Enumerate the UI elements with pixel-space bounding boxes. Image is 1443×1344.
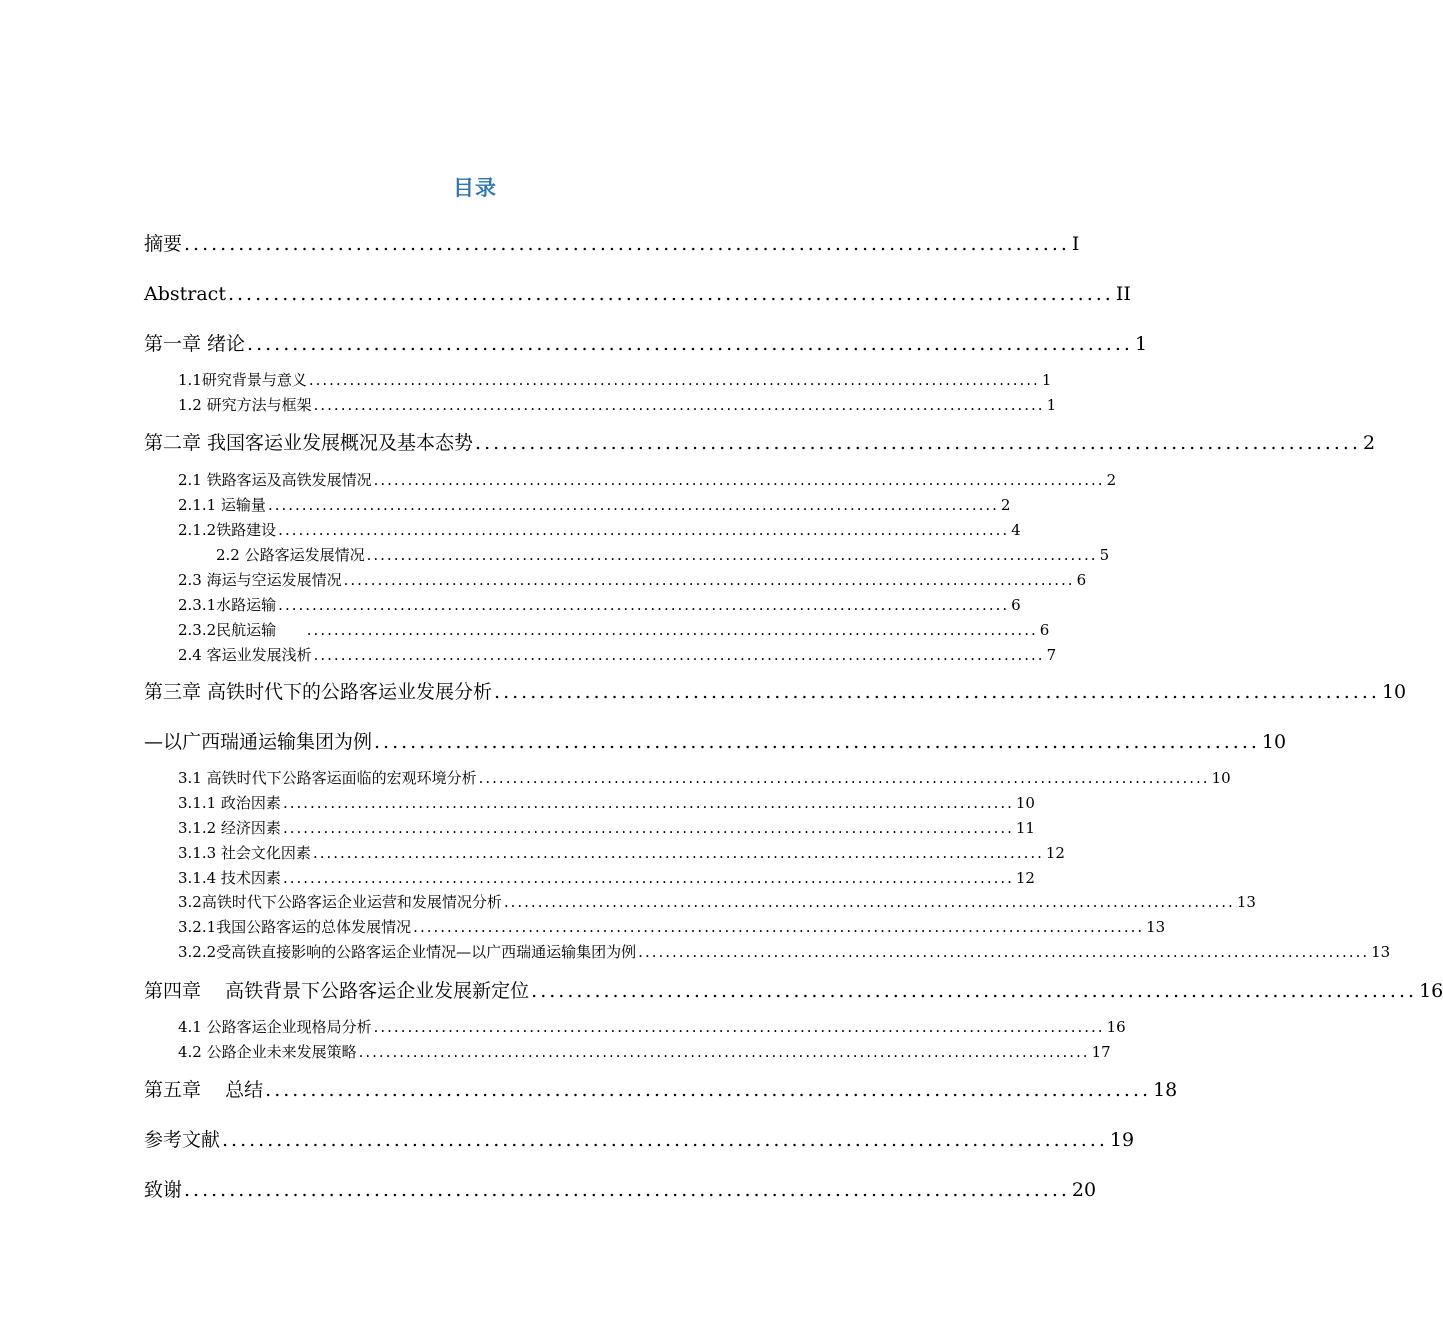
toc-entry-label: 第四章 高铁背景下公路客运企业发展新定位: [144, 980, 530, 1002]
toc-page-number: 6: [1011, 596, 1021, 614]
toc-page-number: 16: [1106, 1018, 1126, 1036]
toc-entry-chapter-3-subtitle[interactable]: [144, 728, 1287, 756]
leader-dots: ............................................................................................................: [308, 371, 1040, 389]
toc-page-number: 2: [1362, 432, 1376, 454]
toc-entry-chapter-1[interactable]: [144, 330, 1148, 358]
leader-dots: ............................................................................................................: [343, 571, 1075, 589]
toc-entry-label: 3.1.1 政治因素: [178, 794, 281, 812]
toc-entry-label: 4.2 公路企业未来发展策略: [178, 1043, 357, 1061]
toc-page-number: 13: [1146, 918, 1166, 936]
toc-entry-label: 第二章 我国客运业发展概况及基本态势: [144, 432, 474, 454]
toc-entry-3-1-2[interactable]: [178, 817, 1035, 839]
toc-page-number: 11: [1015, 819, 1035, 837]
leader-dots: ..................................................................................................: [374, 731, 1260, 753]
leader-dots: ............................................................................................................: [638, 943, 1370, 961]
toc-entry-label: 致谢: [144, 1179, 183, 1201]
leader-dots: ............................................................................................................: [358, 1043, 1090, 1061]
toc-page-number: 13: [1236, 893, 1256, 911]
toc-page-number: I: [1071, 233, 1080, 255]
leader-dots: ............................................................................................................: [373, 1018, 1105, 1036]
page-title: 目录: [453, 175, 497, 200]
toc-entry-label: 2.1.2铁路建设: [178, 521, 277, 539]
toc-entry-4-2[interactable]: [178, 1041, 1111, 1063]
leader-dots: ............................................................................................................: [503, 893, 1235, 911]
leader-dots: ............................................................................................................: [282, 819, 1014, 837]
toc-entry-label: 参考文献: [144, 1129, 221, 1151]
toc-page-number: 17: [1091, 1043, 1111, 1061]
toc-page-number: 5: [1099, 546, 1110, 564]
toc-entry-2-4[interactable]: [178, 644, 1057, 666]
toc-entry-label: 4.1 公路客运企业现格局分析: [178, 1018, 372, 1036]
toc-page-number: 2: [1106, 471, 1117, 489]
leader-dots: ............................................................................................................: [282, 869, 1014, 887]
leader-dots: ............................................................................................................: [267, 496, 999, 514]
toc-entry-2-1-1[interactable]: [178, 494, 1011, 516]
leader-dots: ............................................................................................................: [366, 546, 1098, 564]
toc-entry-3-2-2[interactable]: [178, 941, 1391, 963]
toc-page-number: 2: [1000, 496, 1011, 514]
toc-page-number: 10: [1015, 794, 1035, 812]
toc-entry-3-1-3[interactable]: [178, 842, 1065, 864]
leader-dots: ............................................................................................................: [413, 918, 1145, 936]
leader-dots: ............................................................................................................: [478, 769, 1210, 787]
toc-entry-references[interactable]: [144, 1126, 1135, 1154]
leader-dots: ..................................................................................................: [227, 283, 1114, 305]
toc-entry-3-2[interactable]: [178, 891, 1256, 913]
leader-dots: ............................................................................................................: [278, 521, 1010, 539]
toc-page-number: 6: [1039, 621, 1050, 639]
toc-entry-3-1-4[interactable]: [178, 867, 1035, 889]
leader-dots: ..................................................................................................: [222, 1129, 1108, 1151]
toc-entry-label: 2.3 海运与空运发展情况: [178, 571, 342, 589]
toc-entry-label: 第三章 高铁时代下的公路客运业发展分析: [144, 681, 493, 703]
toc-page-number: 12: [1015, 869, 1035, 887]
toc-entry-2-1-2[interactable]: [178, 519, 1021, 541]
toc-page-number: 4: [1011, 521, 1021, 539]
leader-dots: ............................................................................................................: [313, 646, 1045, 664]
toc-entry-3-1[interactable]: [178, 767, 1231, 789]
leader-dots: ..................................................................................................: [247, 333, 1133, 355]
toc-entry-abstract-en[interactable]: [144, 280, 1131, 308]
toc-page-number: 13: [1371, 943, 1391, 961]
leader-dots: ............................................................................................................: [313, 396, 1045, 414]
toc-entry-2-1[interactable]: [178, 469, 1117, 491]
toc-entry-chapter-5[interactable]: [144, 1076, 1178, 1104]
toc-page-number: 20: [1071, 1179, 1097, 1201]
toc-entry-label: Abstract: [144, 283, 226, 305]
toc-entry-label: 摘要: [144, 233, 183, 255]
toc-entry-chapter-2[interactable]: [144, 429, 1376, 457]
toc-entry-2-3-1[interactable]: [178, 594, 1021, 616]
toc-entry-label: 2.3.1水路运输: [178, 596, 277, 614]
leader-dots: ..................................................................................................: [531, 980, 1418, 1002]
toc-entry-label: 3.1.2 经济因素: [178, 819, 281, 837]
toc-entry-3-1-1[interactable]: [178, 792, 1035, 814]
toc-entry-3-2-1[interactable]: [178, 916, 1166, 938]
toc-entry-label: 2.1.1 运输量: [178, 496, 266, 514]
leader-dots: ............................................................................................................: [306, 621, 1038, 639]
toc-entry-label: 1.2 研究方法与框架: [178, 396, 312, 414]
toc-page-number: 1: [1134, 333, 1148, 355]
leader-dots: ..................................................................................................: [184, 1179, 1070, 1201]
toc-page-number: 16: [1419, 980, 1443, 1002]
toc-entry-label: 3.1.3 社会文化因素: [178, 844, 311, 862]
toc-entry-1-2[interactable]: [178, 394, 1057, 416]
toc-entry-label: 3.2.1我国公路客运的总体发展情况: [178, 918, 412, 936]
toc-entry-2-3-2[interactable]: [178, 619, 1050, 641]
toc-entry-label: —以广西瑞通运输集团为例: [144, 731, 373, 753]
toc-page-number: 1: [1041, 371, 1052, 389]
toc-entry-1-1[interactable]: [178, 369, 1052, 391]
leader-dots: ............................................................................................................: [282, 794, 1014, 812]
leader-dots: ..................................................................................................: [184, 233, 1070, 255]
toc-page-number: 1: [1046, 396, 1057, 414]
toc-entry-4-1[interactable]: [178, 1016, 1126, 1038]
toc-entry-label: 3.2高铁时代下公路客运企业运营和发展情况分析: [178, 893, 502, 911]
toc-entry-chapter-4[interactable]: [144, 977, 1443, 1005]
toc-entry-label: 3.2.2受高铁直接影响的公路客运企业情况—以广西瑞通运输集团为例: [178, 943, 637, 961]
leader-dots: ............................................................................................................: [278, 596, 1010, 614]
leader-dots: ..................................................................................................: [265, 1079, 1152, 1101]
toc-entry-label: 3.1.4 技术因素: [178, 869, 281, 887]
toc-entry-label: 2.3.2民航运输: [178, 621, 305, 639]
toc-entry-label: 2.1 铁路客运及高铁发展情况: [178, 471, 372, 489]
toc-page-number: 12: [1045, 844, 1065, 862]
toc-page-number: 10: [1261, 731, 1287, 753]
leader-dots: ..................................................................................................: [494, 681, 1380, 703]
toc-entry-chapter-3[interactable]: [144, 678, 1407, 706]
leader-dots: ..................................................................................................: [475, 432, 1361, 454]
toc-page-number: 19: [1109, 1129, 1135, 1151]
toc-entry-2-2[interactable]: [216, 544, 1110, 566]
toc-entry-label: 第一章 绪论: [144, 333, 246, 355]
toc-entry-label: 3.1 高铁时代下公路客运面临的宏观环境分析: [178, 769, 477, 787]
toc-page-number: 18: [1153, 1079, 1178, 1101]
leader-dots: ............................................................................................................: [312, 844, 1044, 862]
toc-page-number: 10: [1211, 769, 1231, 787]
toc-entry-label: 第五章 总结: [144, 1079, 264, 1101]
toc-page-number: 7: [1046, 646, 1057, 664]
leader-dots: ............................................................................................................: [373, 471, 1105, 489]
toc-page-number: 6: [1076, 571, 1087, 589]
toc-entry-2-3[interactable]: [178, 569, 1087, 591]
toc-entry-acknowledgements[interactable]: [144, 1176, 1097, 1204]
toc-page-number: II: [1115, 283, 1131, 305]
toc-entry-label: 2.2 公路客运发展情况: [216, 546, 365, 564]
toc-page-number: 10: [1381, 681, 1407, 703]
toc-entry-abstract-cn[interactable]: [144, 230, 1080, 258]
toc-entry-label: 1.1研究背景与意义: [178, 371, 307, 389]
toc-entry-label: 2.4 客运业发展浅析: [178, 646, 312, 664]
